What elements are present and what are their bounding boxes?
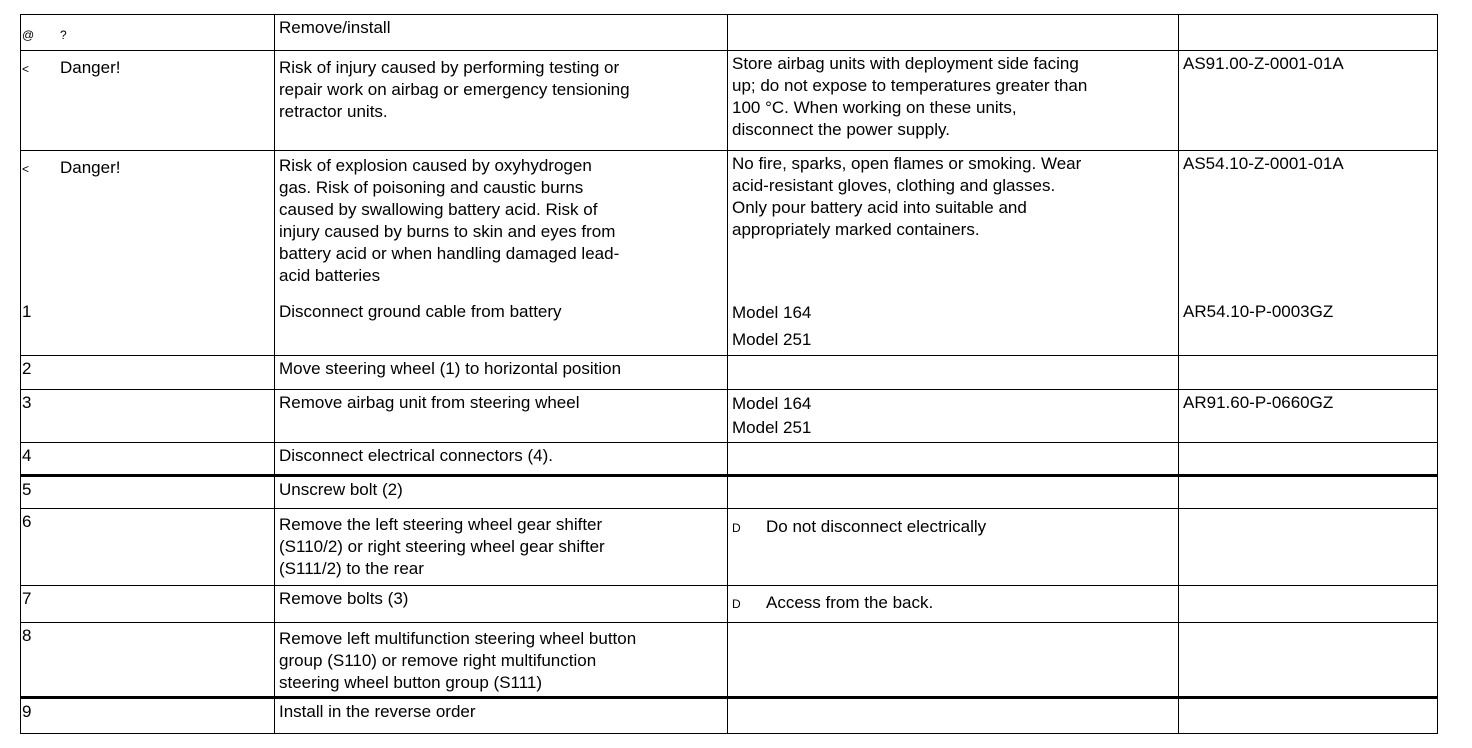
- header-title: Remove/install: [275, 15, 728, 51]
- step-number: 7: [21, 586, 275, 623]
- step-ref[interactable]: AS54.10-Z-0001-01A: [1179, 151, 1438, 299]
- step-note: No fire, sparks, open flames or smoking. Wear acid-resistant gloves, clothing and glasses. Only pour battery acid into suitable and appropriately marked containers.: [728, 151, 1179, 299]
- step-label: Danger!: [60, 158, 121, 177]
- step-text: Remove left multifunction steering wheel button group (S110) or remove right multifunction steering wheel button group (S111): [275, 623, 728, 698]
- warning-icon: <: [22, 62, 30, 76]
- step-number: 9: [21, 698, 275, 734]
- table-row: [21, 443, 1438, 476]
- step-ref[interactable]: AR91.60-P-0660GZ: [1179, 390, 1438, 443]
- step-note: Model 164 Model 251: [728, 390, 1179, 443]
- step-text: Risk of injury caused by performing testing or repair work on airbag or emergency tensioning retractor units.: [275, 51, 728, 151]
- table-row: [21, 356, 1438, 390]
- table-row: [21, 698, 1438, 734]
- header-row: [21, 15, 1438, 51]
- step-ref[interactable]: AR54.10-P-0003GZ: [1179, 299, 1438, 356]
- step-text: Remove the left steering wheel gear shifter (S110/2) or right steering wheel gear shifter (S111/2) to the rear: [275, 509, 728, 586]
- step-text: Risk of explosion caused by oxyhydrogen gas. Risk of poisoning and caustic burns caused by swallowing battery acid. Risk of injury caused by burns to skin and eyes from battery acid or when handling damaged lead- acid batteries: [275, 151, 728, 299]
- step-text: Disconnect ground cable from battery: [275, 299, 728, 356]
- step-text: Unscrew bolt (2): [275, 476, 728, 509]
- tool-icon: @: [22, 28, 35, 42]
- step-number: 4: [21, 443, 275, 476]
- step-note: Access from the back.: [766, 593, 934, 612]
- step-ref[interactable]: AS91.00-Z-0001-01A: [1179, 51, 1438, 151]
- note-icon: D: [732, 521, 741, 535]
- step-note: Model 164 Model 251: [728, 299, 1179, 356]
- step-number: 2: [21, 356, 275, 390]
- table-row: [21, 476, 1438, 509]
- table-row: [21, 151, 1438, 299]
- step-text: Remove bolts (3): [275, 586, 728, 623]
- table-row: [21, 623, 1438, 698]
- step-label: Danger!: [60, 58, 121, 77]
- step-note: Store airbag units with deployment side facing up; do not expose to temperatures greater than 100 °C. When working on these units, disconnect the power supply.: [728, 51, 1179, 151]
- step-text: Remove airbag unit from steering wheel: [275, 390, 728, 443]
- step-number: 6: [21, 509, 275, 586]
- help-icon: ?: [60, 28, 67, 42]
- step-number: 5: [21, 476, 275, 509]
- procedure-table: [20, 14, 1438, 734]
- step-number: 3: [21, 390, 275, 443]
- table-row: [21, 299, 1438, 356]
- header-symbols: [21, 15, 275, 51]
- table-row: [21, 509, 1438, 586]
- step-text: Move steering wheel (1) to horizontal position: [275, 356, 728, 390]
- step-text: Install in the reverse order: [275, 698, 728, 734]
- step-number: 8: [21, 623, 275, 698]
- step-note: Do not disconnect electrically: [766, 517, 987, 536]
- table-row: [21, 51, 1438, 151]
- table-row: [21, 390, 1438, 443]
- warning-icon: <: [22, 162, 30, 176]
- note-icon: D: [732, 597, 741, 611]
- step-number: 1: [21, 299, 275, 356]
- step-text: Disconnect electrical connectors (4).: [275, 443, 728, 476]
- table-row: [21, 586, 1438, 623]
